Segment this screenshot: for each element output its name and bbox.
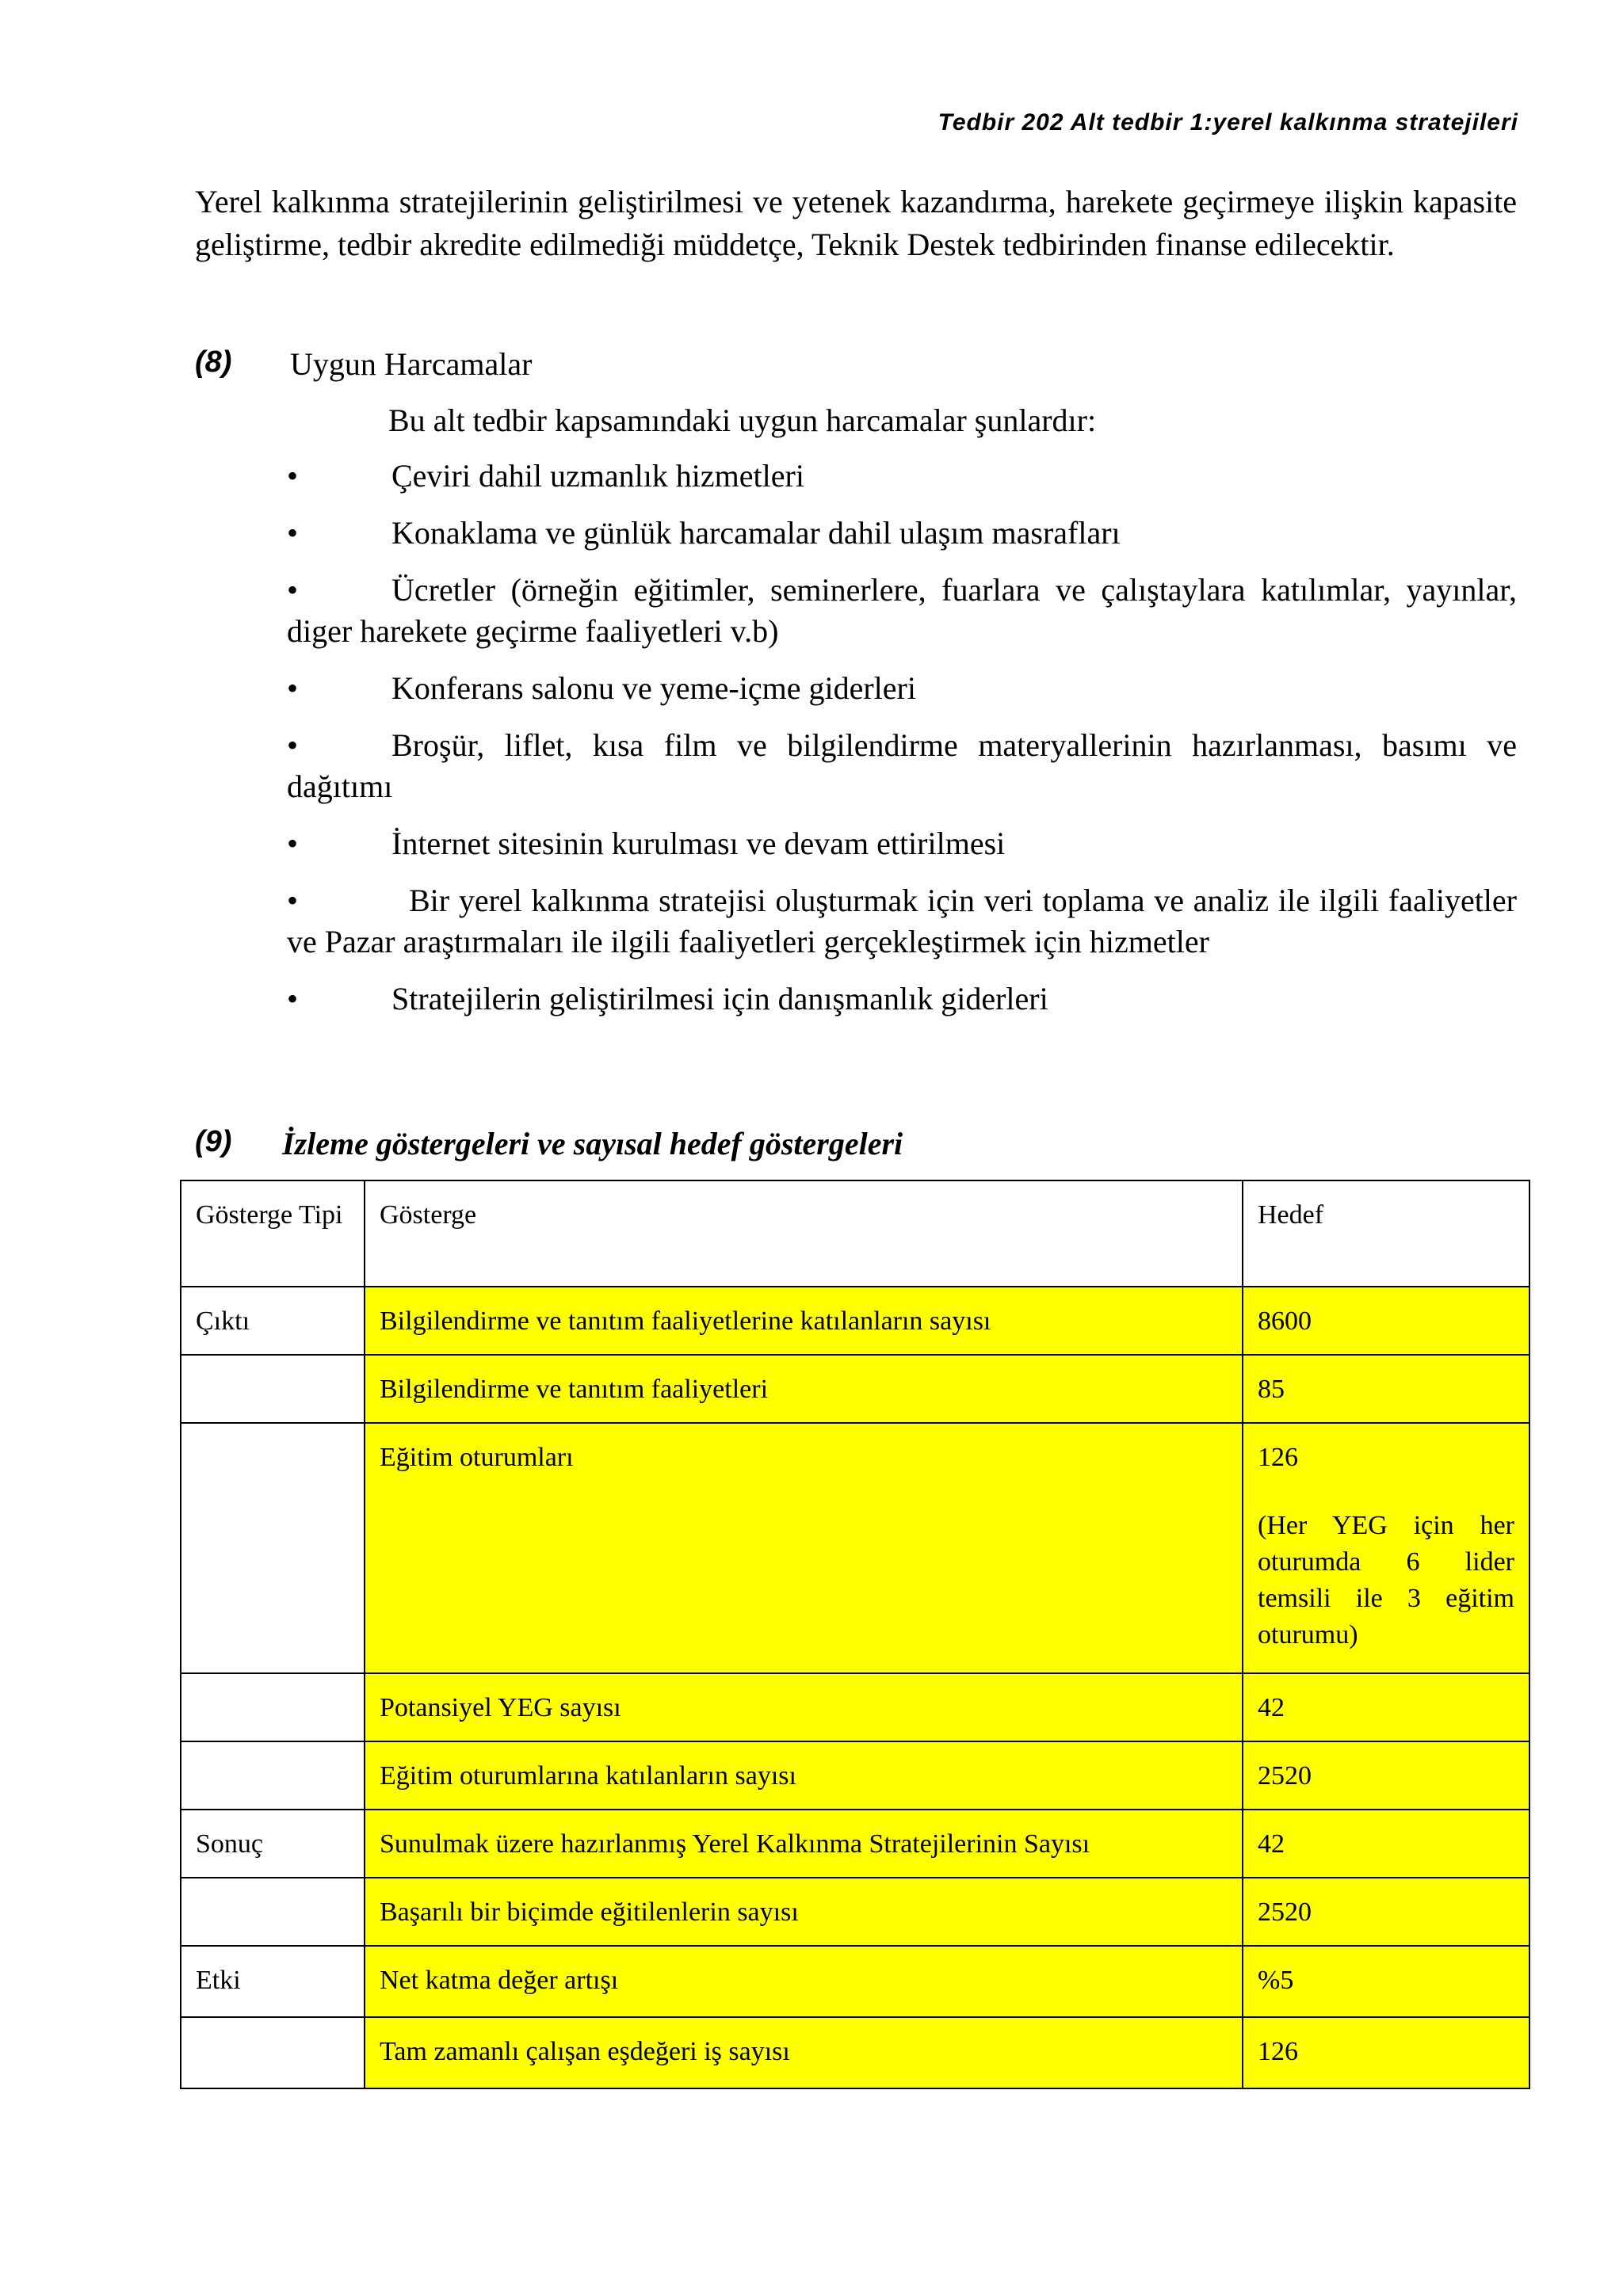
cell-type xyxy=(181,2017,365,2088)
cell-target: 126 xyxy=(1243,2017,1529,2088)
table-row xyxy=(181,1810,1529,1878)
cell-target: 42 xyxy=(1243,1673,1529,1741)
list-item-text: Konaklama ve günlük harcamalar dahil ulaşım masrafları xyxy=(391,515,1121,551)
bullet-icon: • xyxy=(287,727,299,763)
cell-type xyxy=(181,1423,365,1673)
cell-target: 85 xyxy=(1243,1355,1529,1423)
running-header: Tedbir 202 Alt tedbir 1:yerel kalkınma stratejileri xyxy=(938,109,1518,135)
cell-indicator: Bilgilendirme ve tanıtım faaliyetleri xyxy=(365,1355,1243,1423)
cell-indicator: Bilgilendirme ve tanıtım faaliyetlerine katılanların sayısı xyxy=(365,1287,1243,1355)
section-8-lead: Bu alt tedbir kapsamındaki uygun harcamalar şunlardır: xyxy=(388,402,1097,438)
cell-indicator: Eğitim oturumlarına katılanların sayısı xyxy=(365,1741,1243,1810)
list-item xyxy=(287,668,1517,709)
eligible-expenses-list xyxy=(287,456,1517,1035)
cell-target: 2520 xyxy=(1243,1878,1529,1946)
header-cell-target: Hedef xyxy=(1243,1180,1529,1287)
cell-type xyxy=(181,1355,365,1423)
cell-target xyxy=(1243,1423,1529,1673)
indicators-table xyxy=(180,1180,1530,2089)
cell-indicator: Tam zamanlı çalışan eşdeğeri iş sayısı xyxy=(365,2017,1243,2088)
table-row xyxy=(181,1423,1529,1673)
list-item-text: Broşür, liflet, kısa film ve bilgilendirme materyallerinin hazırlanması, basımı ve dağıtımı xyxy=(287,727,1517,804)
list-item xyxy=(287,513,1517,554)
table-row xyxy=(181,1673,1529,1741)
cell-target: 42 xyxy=(1243,1810,1529,1878)
table-row xyxy=(181,2017,1529,2088)
bullet-icon: • xyxy=(287,515,299,551)
bullet-icon: • xyxy=(287,981,299,1016)
list-item-text: Konferans salonu ve yeme-içme giderleri xyxy=(391,670,916,706)
table-row xyxy=(181,1878,1529,1946)
list-item-text: Ücretler (örneğin eğitimler, seminerlere, fuarlara ve çalıştaylara katılımlar, yayınlar, diger harekete geçirme faaliyetleri v.b) xyxy=(287,572,1517,649)
cell-type xyxy=(181,1741,365,1810)
cell-type xyxy=(181,1673,365,1741)
list-item xyxy=(287,823,1517,864)
cell-type: Çıktı xyxy=(181,1287,365,1355)
intro-paragraph: Yerel kalkınma stratejilerinin geliştirilmesi ve yetenek kazandırma, harekete geçirmeye ilişkin kapasite geliştirme, tedbir akredite edilmediği müddetçe, Teknik Destek tedbirinden finanse edilecektir. xyxy=(195,184,1517,262)
list-item xyxy=(287,570,1517,652)
bullet-icon: • xyxy=(287,572,299,608)
cell-target: 8600 xyxy=(1243,1287,1529,1355)
list-item-text: Çeviri dahil uzmanlık hizmetleri xyxy=(391,458,804,494)
cell-type: Etki xyxy=(181,1946,365,2017)
table-row xyxy=(181,1741,1529,1810)
section-9-number: (9) xyxy=(195,1125,232,1158)
list-item-text: Bir yerel kalkınma stratejisi oluşturmak için veri toplama ve analiz ile ilgili faaliyetler ve Pazar araştırmaları ile ilgili faaliyetleri gerçekleştirmek için hizmetler xyxy=(287,883,1517,959)
cell-indicator: Eğitim oturumları xyxy=(365,1423,1243,1673)
table-row xyxy=(181,1287,1529,1355)
header-cell-indicator: Gösterge xyxy=(365,1180,1243,1287)
list-item xyxy=(287,725,1517,807)
list-item-text: İnternet sitesinin kurulması ve devam ettirilmesi xyxy=(391,826,1006,861)
section-8-number: (8) xyxy=(195,345,232,379)
list-item xyxy=(287,978,1517,1020)
bullet-icon: • xyxy=(287,826,299,861)
section-9-title: İzleme göstergeleri ve sayısal hedef göstergeleri xyxy=(282,1126,903,1161)
cell-indicator: Başarılı bir biçimde eğitilenlerin sayısı xyxy=(365,1878,1243,1946)
bullet-icon: • xyxy=(287,670,299,706)
section-8-title: Uygun Harcamalar xyxy=(290,346,533,382)
list-item xyxy=(287,880,1517,963)
cell-indicator: Potansiyel YEG sayısı xyxy=(365,1673,1243,1741)
cell-indicator: Net katma değer artışı xyxy=(365,1946,1243,2017)
list-item xyxy=(287,456,1517,497)
cell-type xyxy=(181,1878,365,1946)
cell-target: 2520 xyxy=(1243,1741,1529,1810)
header-cell-type: Gösterge Tipi xyxy=(181,1180,365,1287)
table-row xyxy=(181,1946,1529,2017)
cell-target-value: 126 xyxy=(1258,1443,1298,1472)
table-row xyxy=(181,1355,1529,1423)
cell-target-note: (Her YEG için her oturumda 6 lider temsili ile 3 eğitim oturumu) xyxy=(1258,1511,1514,1650)
cell-type: Sonuç xyxy=(181,1810,365,1878)
table-header-row xyxy=(181,1180,1529,1287)
cell-target: %5 xyxy=(1243,1946,1529,2017)
cell-indicator: Sunulmak üzere hazırlanmış Yerel Kalkınma Stratejilerinin Sayısı xyxy=(365,1810,1243,1878)
bullet-icon: • xyxy=(287,458,299,494)
list-item-text: Stratejilerin geliştirilmesi için danışmanlık giderleri xyxy=(391,981,1048,1016)
bullet-icon: • xyxy=(287,883,299,918)
